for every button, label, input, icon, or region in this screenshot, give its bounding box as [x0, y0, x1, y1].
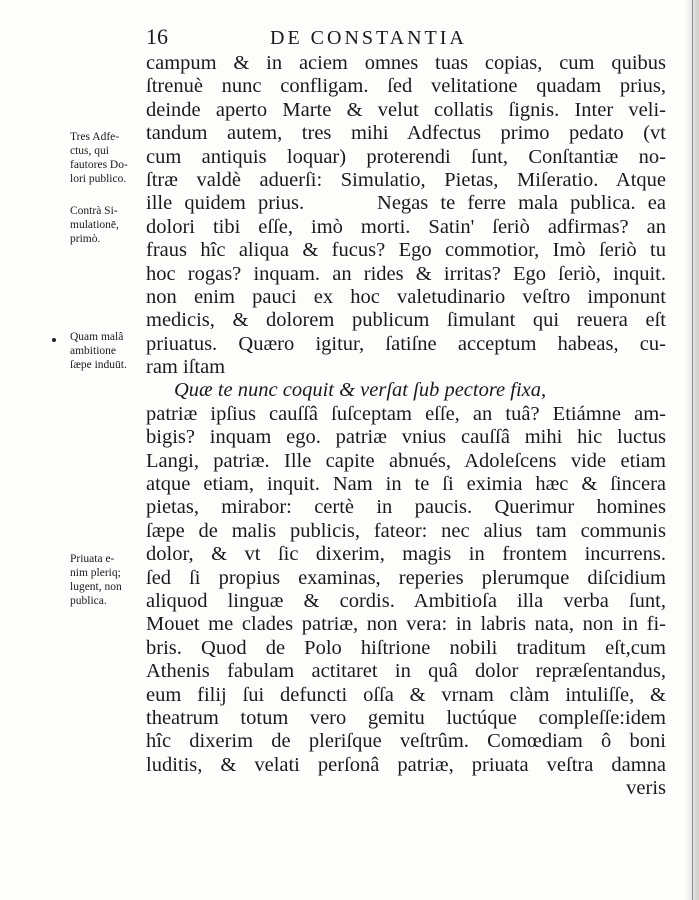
text-line: campum & in aciem omnes tuas copias, cum quibus	[146, 52, 666, 74]
text-line: fraus hîc aliqua & fucus? Ego commotior, Imò ſeriò tu	[146, 239, 666, 262]
text-line: hîc dixerim de pleriſque veſtrûm. Comœdiam ô boni	[146, 730, 666, 753]
text-line: aliquod linguæ & cordis. Ambitioſa illa verba ſunt,	[146, 589, 666, 612]
text-line: patriæ ipſius cauſſâ ſuſceptam eſſe, an tuâ? Etiámne am-	[146, 402, 666, 425]
text-line: ſtrenuè nunc confligam. ſed velitatione quadam prius,	[146, 75, 666, 98]
text-line: ram iſtam	[146, 356, 226, 379]
text-line: eum filij ſui defuncti oſſa & vrnam clàm intuliſſe, &	[146, 683, 666, 706]
marginal-note: Priuata e- nim pleriq; lugent, non publica.	[70, 553, 122, 607]
text-line: dolor, & vt ſic dixerim, magis in frontem incurrens.	[146, 543, 666, 566]
text-line: cum antiquis loquar) proterendi ſunt, Conſtantiæ no-	[146, 145, 666, 168]
verse-quotation: Quæ te nunc coquit & verſat ſub pectore fixa,	[174, 379, 547, 402]
text-line: atque etiam, inquit. Nam in te ſi eximia hæc & ſincera	[146, 473, 666, 496]
text-line: ille quidem prius. Negas te ferre mala publica. ea	[146, 192, 666, 215]
text-line: ſtræ valdè aduerſi: Simulatio, Pietas, Miſeratio. Atque	[146, 168, 666, 191]
text-line: Mouet me clades patriæ, non vera: in labris nata, non in fi-	[146, 613, 666, 636]
margin-mark	[52, 338, 56, 342]
text-line: priuatus. Quæro igitur, ſatiſne acceptum habeas, cu-	[146, 332, 666, 355]
text-line: Langi, patriæ. Ille capite abnués, Adoleſcens vide etiam	[146, 449, 666, 472]
text-line: deinde aperto Marte & velut collatis ſignis. Inter veli-	[146, 98, 666, 121]
text-line: Athenis fabulam actitaret in quâ dolor repræſentandus,	[146, 660, 666, 683]
catchword: veris	[626, 777, 666, 800]
main-text-block	[146, 52, 666, 801]
marginal-note: Quam malâ ambitione ſæpe induūt.	[70, 331, 127, 371]
page-number: 16	[146, 24, 168, 49]
running-title: DE CONSTANTIA	[270, 27, 467, 49]
marginal-note: Tres Adfe- ctus, qui fautores Do- lori publico.	[70, 131, 128, 185]
text-line: ſæpe de malis publicis, fateor: nec alius tam communis	[146, 519, 666, 542]
text-line: medicis, & dolorem publicum ſimulant qui reuera eſt	[146, 309, 666, 332]
text-line: dolori tibi eſſe, imò morti. Satin' ſeriò adfirmas? an	[146, 215, 666, 238]
marginal-note: Contrà Si- mulationē, primò.	[70, 205, 119, 245]
text-line: non enim pauci ex hoc valetudinario veſtro imponunt	[146, 285, 666, 308]
text-line: pietas, mirabor: certè in paucis. Querimur homines	[146, 496, 666, 519]
text-line: bigis? inquam ego. patriæ vnius cauſſâ mihi hic luctus	[146, 426, 666, 449]
text-line: bris. Quod de Polo hiſtrione nobili traditum eſt,cum	[146, 636, 666, 659]
text-line: luditis, & velati perſonâ patriæ, priuata veſtra damna	[146, 753, 666, 776]
text-line: ſed ſi propius examinas, reperies plerumque diſcidium	[146, 566, 666, 589]
text-line: tandum autem, tres mihi Adfectus primo pedato (vt	[146, 122, 666, 145]
text-line: theatrum totum vero gemitu luctúque compleſſe:idem	[146, 706, 666, 729]
text-line: hoc rogas? inquam. an rides & irritas? Ego ſeriò, inquit.	[146, 262, 666, 285]
page-edge-line	[692, 0, 693, 900]
